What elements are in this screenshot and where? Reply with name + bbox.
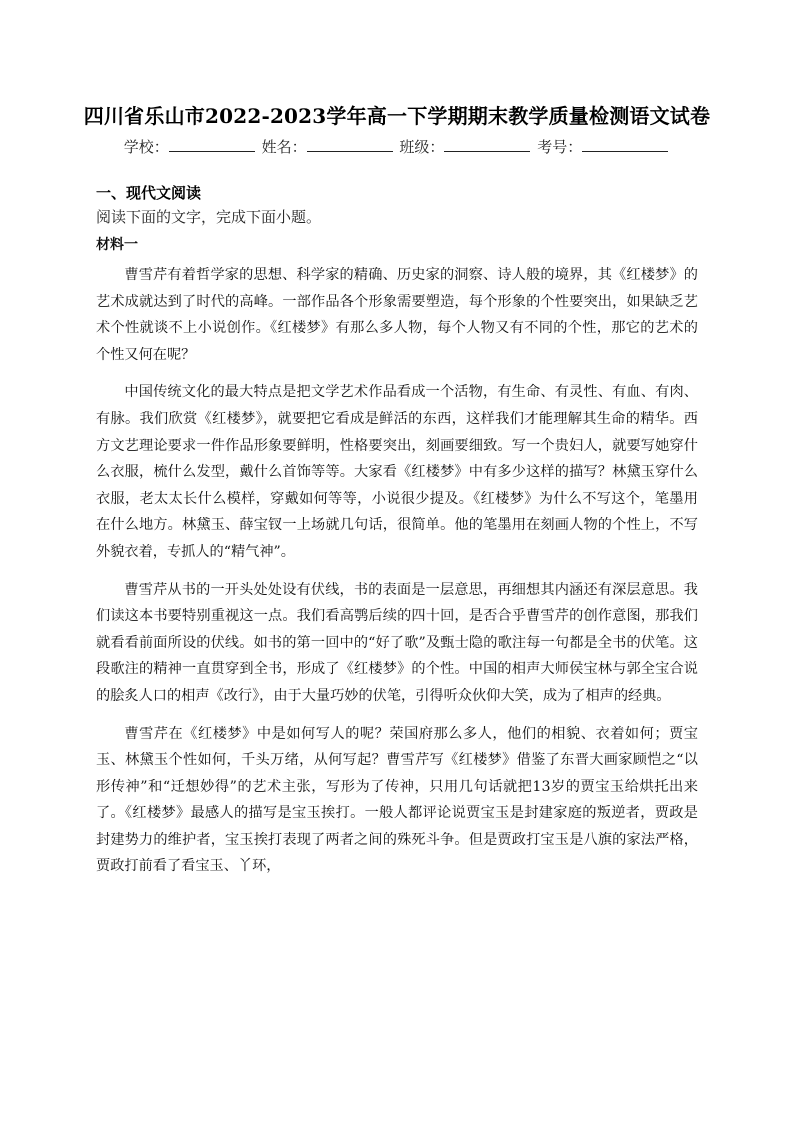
passage-body: [96, 262, 698, 891]
class-field: [399, 136, 532, 157]
school-blank: [169, 138, 255, 152]
exam-number-blank: [582, 138, 668, 152]
student-info-row: [0, 136, 794, 157]
exam-number-label: 考号：: [537, 138, 583, 156]
name-label: 姓名：: [261, 138, 307, 156]
passage-paragraph: 曹雪芹在《红楼梦》中是如何写人的呢？荣国府那么多人，他们的相貌、衣着如何；贾宝玉、林黛玉个性如何，千头万绪，从何写起？曹雪芹写《红楼梦》借鉴了东晋大画家顾恺之“以形传神”和“迁想妙得”的艺术主张，写形为了传神，只用几句话就把13岁的贾宝玉给烘托出来了。《红楼梦》最感人的描写是宝玉挨打。一般人都评论说贾宝玉是封建家庭的叛逆者，贾政是封建势力的维护者，宝玉挨打表现了两者之间的殊死斗争。但是贾政打宝玉是八旗的家法严格，贾政打前看了看宝玉、丫环，: [96, 725, 698, 875]
exam-number-field: [537, 136, 670, 157]
reading-instruction: 阅读下面的文字，完成下面小题。: [96, 208, 322, 226]
name-field: [262, 136, 395, 157]
passage-paragraph: 中国传统文化的最大特点是把文学艺术作品看成一个活物，有生命、有灵性、有血、有肉、有脉。我们欣赏《红楼梦》，就要把它看成是鲜活的东西，这样我们才能理解其生命的精华。西方文艺理论要求一件作品形象要鲜明，性格要突出，刻画要细致。写一个贵妇人，就要写她穿什么衣服，梳什么发型，戴什么首饰等等。大家看《红楼梦》中有多少这样的描写？林黛玉穿什么衣服，老太太长什么模样，穿戴如何等等，小说很少提及。《红楼梦》为什么不写这个，笔墨用在什么地方。林黛玉、薛宝钗一上场就几句话，很简单。他的笔墨用在刻画人物的个性上，不写外貌衣着，专抓人的“精气神”。: [96, 384, 698, 560]
material-label: 材料一: [96, 237, 138, 253]
school-field: [124, 136, 257, 157]
name-blank: [307, 138, 393, 152]
class-label: 班级：: [399, 138, 445, 156]
passage-paragraph: 曹雪芹从书的一开头处处设有伏线，书的表面是一层意思，再细想其内涵还有深层意思。我们读这本书要特别重视这一点。我们看高鹗后续的四十回，是否合乎曹雪芹的创作意图，那我们就看看前面所设的伏线。如书的第一回中的“好了歌”及甄士隐的歌注每一句都是全书的伏笔。这段歌注的精神一直贯穿到全书，形成了《红楼梦》的个性。中国的相声大师侯宝林与郭全宝合说的脍炙人口的相声《改行》，由于大量巧妙的伏笔，引得听众伙仰大笑，成为了相声的经典。: [96, 581, 698, 704]
class-blank: [444, 138, 530, 152]
passage-paragraph: 曹雪芹有着哲学家的思想、科学家的精确、历史家的洞察、诗人般的境界，其《红楼梦》的艺术成就达到了时代的高峰。一部作品各个形象需要塑造，每个形象的个性要突出，如果缺乏艺术个性就谈不上小说创作。《红楼梦》有那么多人物，每个人物又有不同的个性，那它的艺术的个性又何在呢？: [96, 267, 698, 363]
section-heading: 一、现代文阅读: [96, 184, 202, 202]
exam-title: 四川省乐山市2022-2023学年高一下学期期末教学质量检测语文试卷: [83, 104, 711, 128]
school-label: 学校：: [123, 138, 169, 156]
